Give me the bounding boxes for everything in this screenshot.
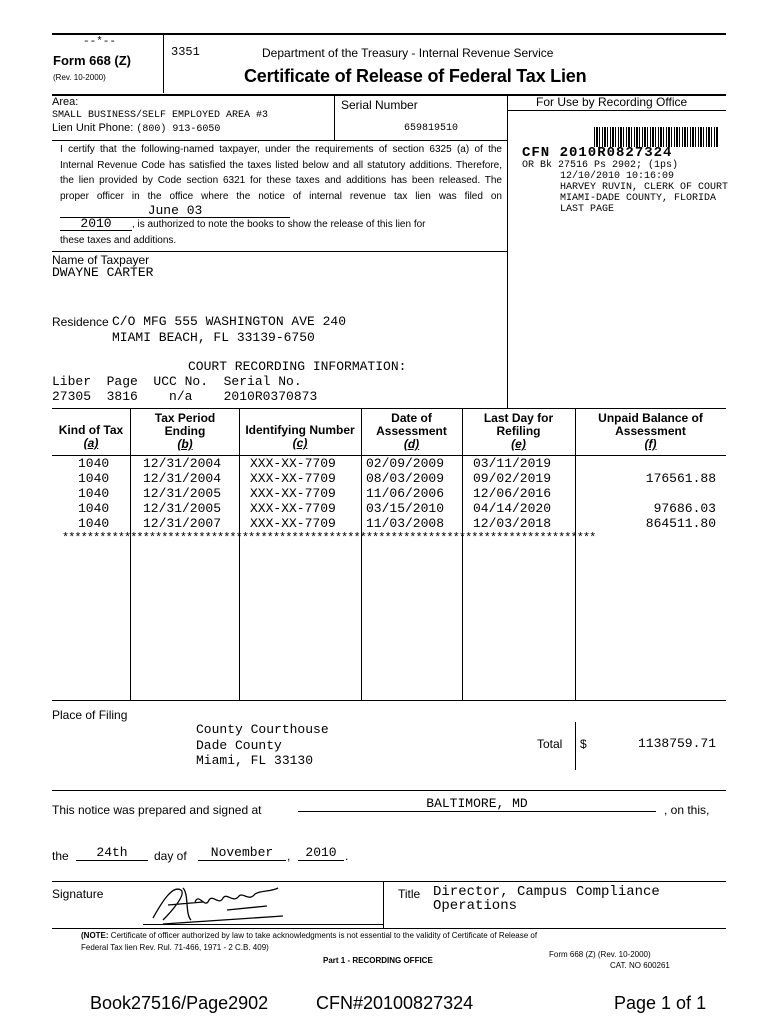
footer-book-page: Book27516/Page2902 xyxy=(90,993,269,1013)
signed-month: November xyxy=(198,845,286,861)
form-revision: (Rev. 10-2000) xyxy=(53,73,106,82)
cfn-number: CFN 2010R0827324 xyxy=(522,145,673,161)
serial-number-label: Serial Number xyxy=(341,98,418,112)
footer-cfn: CFN#20100827324 xyxy=(316,993,474,1013)
on-this: , on this, xyxy=(664,803,710,817)
residence-label: Residence xyxy=(52,315,109,329)
filed-date: June 03 xyxy=(60,204,290,218)
form-mark: --*-- xyxy=(83,36,117,48)
recording-info: OR Bk 27516 Ps 2902; (1ps) 12/10/2010 10:16:09 HARVEY RUVIN, CLERK OF COURT MIAMI-DADE COUNTY, FLORIDA LAST PAGE xyxy=(522,160,729,215)
recording-office-label: For Use by Recording Office xyxy=(536,95,688,109)
taxpayer-name: DWAYNE CARTER xyxy=(52,265,154,280)
date-comma: , xyxy=(287,849,291,863)
signer-title: Director, Campus Compliance Operations xyxy=(433,884,660,914)
form-footer-right: Form 668 (Z) (Rev. 10-2000) xyxy=(549,950,651,959)
notice-text: This notice was prepared and signed at xyxy=(52,803,262,817)
signature-label: Signature xyxy=(52,887,104,901)
footer-page-count: Page 1 of 1 xyxy=(614,993,707,1013)
court-recording-title: COURT RECORDING INFORMATION: xyxy=(188,359,407,374)
taxpayer-label: Name of Taxpayer xyxy=(52,253,150,267)
date-period: . xyxy=(345,849,349,863)
serial-number-value: 659819510 xyxy=(404,123,459,134)
filed-year: 2010 xyxy=(60,217,132,231)
signed-day: 24th xyxy=(76,845,148,861)
signature-image xyxy=(143,880,293,930)
note-line1: (NOTE: Certificate of officer authorized by law to take acknowledgments is not essential to the validity of Certificate of Release of xyxy=(81,931,538,940)
column-header-period: Tax Period Ending (b) xyxy=(154,411,216,451)
total-label: Total xyxy=(537,737,563,751)
lien-unit-phone: Lien Unit Phone: (800) 913-6050 xyxy=(52,122,221,135)
place-of-filing-address: County Courthouse Dade County Miami, FL 33130 xyxy=(196,722,329,768)
form-number: Form 668 (Z) xyxy=(53,53,132,68)
title-label: Title xyxy=(398,887,421,901)
certify-paragraph: I certify that the following-named taxpayer, under the requirements of section 6325 (a) of the Internal Revenue Code has satisfied the taxes listed below and all statutory additions. Therefore, the lien provided by Code section 6321 for these taxes and additions has been released. The proper officer in the office where the notice of internal revenue tax lien was filed on June 03 xyxy=(60,144,502,218)
residence-line2: MIAMI BEACH, FL 33139-6750 xyxy=(112,330,315,345)
area-name: SMALL BUSINESS/SELF EMPLOYED AREA #3 xyxy=(52,110,269,121)
column-header-assessment-date: Date of Assessment (d) xyxy=(376,411,447,451)
the-label: the xyxy=(52,849,69,863)
area-label: Area: xyxy=(52,96,79,108)
place-of-filing-label: Place of Filing xyxy=(52,708,128,722)
table-terminator: ************************************************************************************** xyxy=(62,531,596,545)
certify-continued: 2010 , is authorized to note the books to show the release of this lien for xyxy=(60,217,504,233)
court-recording-headers: Liber Page UCC No. Serial No. xyxy=(52,374,302,389)
column-header-refiling: Last Day for Refiling (e) xyxy=(483,411,554,451)
certify-end: these taxes and additions. xyxy=(60,235,177,246)
column-header-identifying: Identifying Number (c) xyxy=(245,423,355,450)
residence-line1: C/O MFG 555 WASHINGTON AVE 240 xyxy=(112,314,347,329)
barcode xyxy=(594,127,718,147)
column-header-unpaid-balance: Unpaid Balance of Assessment (f) xyxy=(598,411,703,451)
department: Department of the Treasury - Internal Revenue Service xyxy=(262,46,554,60)
court-recording-values: 27305 3816 n/a 2010R0370873 xyxy=(52,389,318,404)
currency-symbol: $ xyxy=(580,737,587,751)
column-header-kind: Kind of Tax (a) xyxy=(58,423,124,450)
form-code: 3351 xyxy=(171,45,200,59)
note-line2: Federal Tax lien Rev. Rul. 71-466, 1971 - 2 C.B. 409) xyxy=(81,943,269,952)
total-amount: 1138759.71 xyxy=(637,736,716,751)
part-label: Part 1 - RECORDING OFFICE xyxy=(323,956,433,965)
catalog-number: CAT. NO 600261 xyxy=(610,961,670,970)
signed-place: BALTIMORE, MD xyxy=(298,796,656,812)
document-title: Certificate of Release of Federal Tax Lien xyxy=(244,66,587,86)
signed-year: 2010 xyxy=(298,845,344,861)
day-of-label: day of xyxy=(154,849,187,863)
